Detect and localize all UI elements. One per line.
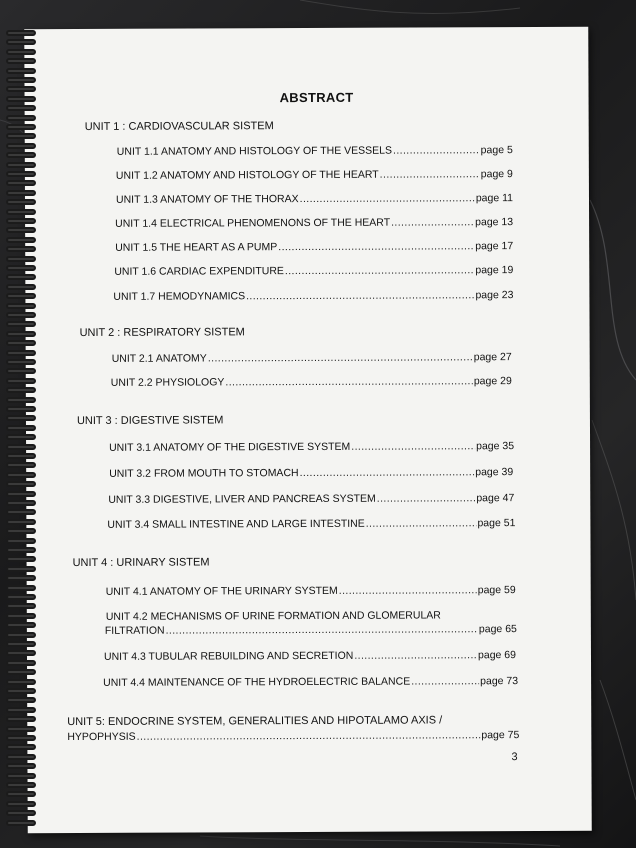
toc-entry-label: UNIT 1.3 ANATOMY OF THE THORAX <box>115 193 299 206</box>
spiral-coil <box>6 500 36 506</box>
spiral-coil <box>6 30 36 36</box>
toc-entry <box>105 623 517 637</box>
toc-entry-label: UNIT 3.1 ANATOMY OF THE DIGESTIVE SYSTEM <box>109 440 351 454</box>
spiral-coil <box>6 378 36 384</box>
toc-entry <box>109 440 514 454</box>
spiral-coil <box>6 810 36 816</box>
toc-entry <box>116 192 513 206</box>
spiral-coil <box>6 622 36 628</box>
toc-entry-page: page 17 <box>475 240 514 253</box>
spiral-coil <box>6 49 36 55</box>
spiral-coil <box>6 697 36 703</box>
spiral-coil <box>6 434 36 440</box>
spiral-coil <box>6 190 36 196</box>
spiral-coil <box>6 171 36 177</box>
spiral-coil <box>6 68 36 74</box>
toc-entry-label: UNIT 4.1 ANATOMY OF THE URINARY SYSTEM <box>105 584 338 598</box>
toc-entry-label: UNIT 1.4 ELECTRICAL PHENOMENONS OF THE HEART <box>115 216 391 230</box>
spiral-coil <box>6 707 36 713</box>
toc-entry-page: page 35 <box>476 440 515 453</box>
toc-entry-label: UNIT 1.1 ANATOMY AND HISTOLOGY OF THE VESSELS <box>116 144 393 158</box>
spiral-coil <box>6 58 36 64</box>
spiral-coil <box>6 284 36 290</box>
spiral-coil <box>6 218 36 224</box>
toc-entry <box>115 240 513 254</box>
spiral-coil <box>6 368 36 374</box>
spiral-coil <box>6 321 36 327</box>
toc-entry <box>103 675 518 689</box>
section-heading-unit-3: UNIT 3 : DIGESTIVE SISTEM <box>76 414 224 428</box>
spiral-coil <box>6 528 36 534</box>
spiral-coil <box>6 124 36 130</box>
toc-entry-label: UNIT 1.6 CARDIAC EXPENDITURE <box>114 265 284 278</box>
spiral-coil <box>6 509 36 515</box>
spiral-coil <box>6 77 36 83</box>
toc-entry <box>113 289 513 303</box>
spiral-coil <box>6 180 36 186</box>
section-heading-unit-4: UNIT 4 : URINARY SISTEM <box>72 556 210 570</box>
spiral-coil <box>6 669 36 675</box>
spiral-coil <box>6 472 36 478</box>
toc-entry-page: page 9 <box>480 168 513 181</box>
toc-entry-label: UNIT 2.1 ANATOMY <box>111 352 207 365</box>
spiral-coil <box>6 387 36 393</box>
toc-entry <box>115 216 513 230</box>
spiral-coil <box>6 519 36 525</box>
spiral-coil <box>6 603 36 609</box>
toc-leader <box>300 466 475 479</box>
toc-entry <box>106 584 516 598</box>
spiral-coil <box>6 237 36 243</box>
spiral-coil <box>6 585 36 591</box>
spiral-coil <box>6 162 36 168</box>
toc-entry <box>107 517 515 531</box>
toc-leader <box>354 649 477 662</box>
toc-leader <box>225 375 472 388</box>
spiral-coil <box>6 350 36 356</box>
spiral-coil <box>6 444 36 450</box>
spiral-coil <box>6 143 36 149</box>
toc-entry <box>111 375 512 389</box>
toc-entry-page: page 73 <box>480 675 519 688</box>
toc-entry-page: page 51 <box>477 517 516 530</box>
spiral-coil <box>6 547 36 553</box>
toc-entry-label: UNIT 4.3 TUBULAR REBUILDING AND SECRETION <box>103 649 354 663</box>
spiral-coil <box>6 594 36 600</box>
spiral-coil <box>6 650 36 656</box>
toc-leader <box>377 492 476 504</box>
spiral-coil <box>6 453 36 459</box>
spiral-coil <box>6 425 36 431</box>
spiral-coil <box>6 462 36 468</box>
spiral-coil <box>6 199 36 205</box>
spiral-coil <box>6 791 36 797</box>
toc-entry-page: page 47 <box>476 492 515 505</box>
toc-leader <box>300 192 475 205</box>
toc-entry-label: UNIT 3.4 SMALL INTESTINE AND LARGE INTESTINE <box>107 517 365 531</box>
toc-entry <box>116 168 513 182</box>
spiral-coil <box>6 152 36 158</box>
spiral-coil <box>6 265 36 271</box>
spiral-coil <box>6 782 36 788</box>
spiral-coil <box>6 340 36 346</box>
toc-entry-label: UNIT 4.4 MAINTENANCE OF THE HYDROELECTRIC BALANCE <box>103 675 411 689</box>
page-number: 3 <box>511 751 518 764</box>
toc-entry-label: UNIT 3.2 FROM MOUTH TO STOMACH <box>109 467 299 480</box>
section-heading-unit-5-line1: UNIT 5: ENDOCRINE SYSTEM, GENERALITIES AND HIPOTALAMO AXIS / <box>67 714 443 729</box>
spiral-coil <box>6 735 36 741</box>
toc-entry-page: page 29 <box>473 375 512 388</box>
toc-entry-label: UNIT 1.7 HEMODYNAMICS <box>113 290 246 303</box>
spiral-coil <box>6 679 36 685</box>
spiral-coil <box>6 227 36 233</box>
section-heading-unit-1: UNIT 1 : CARDIOVASCULAR SISTEM <box>84 120 274 133</box>
spiral-coil <box>6 632 36 638</box>
spiral-coil <box>6 744 36 750</box>
toc-entry-page: page 19 <box>475 264 514 277</box>
spiral-coil <box>6 359 36 365</box>
spiral-binding <box>2 28 38 832</box>
spiral-coil <box>6 415 36 421</box>
toc-entry <box>104 649 516 663</box>
toc-entry-label: UNIT 3.3 DIGESTIVE, LIVER AND PANCREAS SYSTEM <box>108 492 376 506</box>
toc-entry <box>108 492 514 506</box>
toc-leader <box>391 216 474 228</box>
toc-leader <box>393 144 480 156</box>
toc-leader <box>166 623 478 636</box>
spiral-coil <box>6 566 36 572</box>
spiral-coil <box>6 613 36 619</box>
toc-entry-label: FILTRATION <box>104 624 165 637</box>
toc-leader <box>208 351 473 364</box>
toc-entry <box>114 264 513 278</box>
toc-entry-label: UNIT 1.2 ANATOMY AND HISTOLOGY OF THE HEART <box>115 168 379 182</box>
spiral-coil <box>6 538 36 544</box>
spiral-coil <box>6 274 36 280</box>
spiral-coil <box>6 209 36 215</box>
spiral-coil <box>6 256 36 262</box>
toc-leader <box>351 440 475 453</box>
spiral-coil <box>6 726 36 732</box>
spiral-coil <box>6 688 36 694</box>
spiral-coil <box>6 133 36 139</box>
toc-leader <box>278 240 474 253</box>
spiral-coil <box>6 820 36 826</box>
spiral-coil <box>6 303 36 309</box>
toc-entry-page: page 69 <box>477 649 517 662</box>
toc-entry-page: page 11 <box>475 192 514 205</box>
spiral-coil <box>6 575 36 581</box>
toc-entry <box>112 351 512 365</box>
toc-entry-label: UNIT 1.5 THE HEART AS A PUMP <box>115 241 278 254</box>
page-title: ABSTRACT <box>279 89 354 106</box>
toc-leader <box>411 675 479 687</box>
toc-leader <box>366 517 477 529</box>
toc-entry <box>117 144 513 158</box>
spiral-coil <box>6 716 36 722</box>
spiral-coil <box>6 246 36 252</box>
spiral-coil <box>6 293 36 299</box>
toc-leader <box>380 168 480 180</box>
spiral-coil <box>6 763 36 769</box>
toc-entry-page: page 65 <box>478 623 517 636</box>
spiral-coil <box>6 801 36 807</box>
spiral-coil <box>6 491 36 497</box>
section-heading-unit-2: UNIT 2 : RESPIRATORY SISTEM <box>79 326 245 339</box>
toc-entry-page: page 75 <box>481 729 520 742</box>
spiral-coil <box>6 641 36 647</box>
spiral-coil <box>6 115 36 121</box>
spiral-coil <box>6 660 36 666</box>
toc-entry-page: page 27 <box>473 351 512 364</box>
spiral-coil <box>6 397 36 403</box>
document-page <box>24 27 592 833</box>
spiral-coil <box>6 312 36 318</box>
toc-leader <box>246 289 474 302</box>
spiral-coil <box>6 39 36 45</box>
toc-entry <box>109 466 513 480</box>
spiral-coil <box>6 754 36 760</box>
spiral-coil <box>6 556 36 562</box>
toc-entry-page: page 23 <box>475 289 514 302</box>
section-heading-unit-5-line2: HYPOPHYSIS <box>67 730 136 744</box>
spiral-coil <box>6 773 36 779</box>
spiral-coil <box>6 331 36 337</box>
toc-entry-label: UNIT 2.2 PHYSIOLOGY <box>110 376 225 389</box>
spiral-coil <box>6 96 36 102</box>
spiral-coil <box>6 86 36 92</box>
toc-leader <box>285 264 474 277</box>
toc-entry <box>67 729 519 743</box>
spiral-coil <box>6 105 36 111</box>
toc-entry-label-line1: UNIT 4.2 MECHANISMS OF URINE FORMATION AND GLOMERULAR <box>105 609 441 623</box>
toc-entry-page: page 5 <box>480 144 513 157</box>
toc-entry-page: page 13 <box>475 216 514 229</box>
spiral-coil <box>6 481 36 487</box>
spiral-coil <box>6 406 36 412</box>
toc-entry-page: page 39 <box>475 466 514 479</box>
toc-entry-page: page 59 <box>477 584 516 597</box>
toc-leader <box>137 729 481 742</box>
toc-leader <box>339 584 477 597</box>
